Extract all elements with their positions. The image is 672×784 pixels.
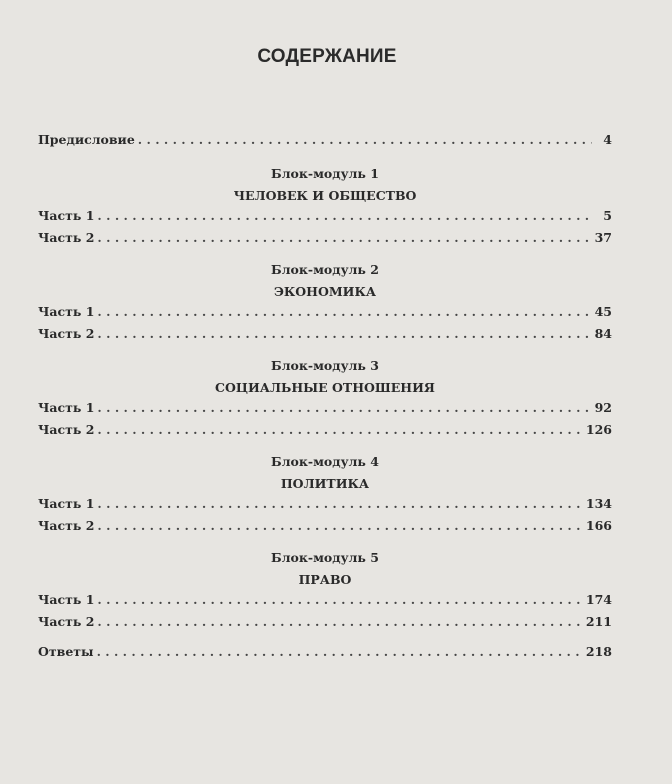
dot-leader (97, 207, 592, 225)
block-title: ЭКОНОМИКА (273, 284, 377, 299)
toc-entry-answers[interactable] (38, 643, 612, 661)
toc-page: 45 (594, 304, 612, 319)
toc-entry-part[interactable] (38, 421, 612, 439)
toc-label: Часть 1 (38, 400, 95, 415)
toc-label: Часть 2 (38, 422, 95, 437)
block-title: СОЦИАЛЬНЫЕ ОТНОШЕНИЯ (215, 380, 435, 395)
toc-page: 84 (594, 326, 612, 341)
dot-leader (97, 591, 580, 609)
toc-page: 211 (585, 614, 612, 629)
toc-entry-part[interactable] (38, 207, 612, 225)
toc-page: 174 (585, 592, 612, 607)
toc-page: 5 (603, 208, 612, 223)
block-heading: Блок-модуль 2 (271, 262, 379, 277)
toc-label: Часть 1 (38, 304, 95, 319)
dot-leader (138, 131, 592, 149)
toc-entry-preface[interactable] (38, 131, 612, 149)
toc-entry-part[interactable] (38, 303, 612, 321)
toc-page: 134 (585, 496, 612, 511)
toc-entry-part[interactable] (38, 495, 612, 513)
block-title: ПРАВО (298, 572, 352, 587)
dot-leader (97, 495, 580, 513)
toc-page: 4 (603, 132, 612, 147)
toc-entry-part[interactable] (38, 613, 612, 631)
toc-label: Часть 2 (38, 326, 95, 341)
toc-entry-part[interactable] (38, 229, 612, 247)
page-title: СОДЕРЖАНИЕ (257, 46, 397, 67)
toc-entry-part[interactable] (38, 325, 612, 343)
dot-leader (97, 421, 580, 439)
block-heading: Блок-модуль 4 (271, 454, 379, 469)
block-heading: Блок-модуль 1 (271, 166, 379, 181)
toc-label: Часть 1 (38, 496, 95, 511)
toc-entry-part[interactable] (38, 399, 612, 417)
toc-page: 37 (594, 230, 612, 245)
dot-leader (97, 643, 580, 661)
toc-label: Часть 2 (38, 518, 95, 533)
block-title: ПОЛИТИКА (280, 476, 370, 491)
dot-leader (97, 229, 588, 247)
toc-page: 218 (585, 644, 612, 659)
toc-entry-part[interactable] (38, 591, 612, 609)
toc-label: Часть 2 (38, 230, 95, 245)
dot-leader (97, 325, 588, 343)
toc-page: 126 (585, 422, 612, 437)
toc-page: 166 (585, 518, 612, 533)
block-heading: Блок-модуль 5 (271, 550, 379, 565)
dot-leader (97, 399, 588, 417)
block-heading: Блок-модуль 3 (271, 358, 379, 373)
toc-entry-part[interactable] (38, 517, 612, 535)
toc-label: Часть 1 (38, 592, 95, 607)
toc-label: Часть 1 (38, 208, 95, 223)
block-title: ЧЕЛОВЕК И ОБЩЕСТВО (233, 188, 417, 203)
toc-label: Предисловие (38, 132, 135, 147)
toc-label: Часть 2 (38, 614, 95, 629)
toc-page: 92 (594, 400, 612, 415)
toc-label: Ответы (38, 644, 94, 659)
dot-leader (97, 613, 580, 631)
dot-leader (97, 303, 588, 321)
dot-leader (97, 517, 580, 535)
